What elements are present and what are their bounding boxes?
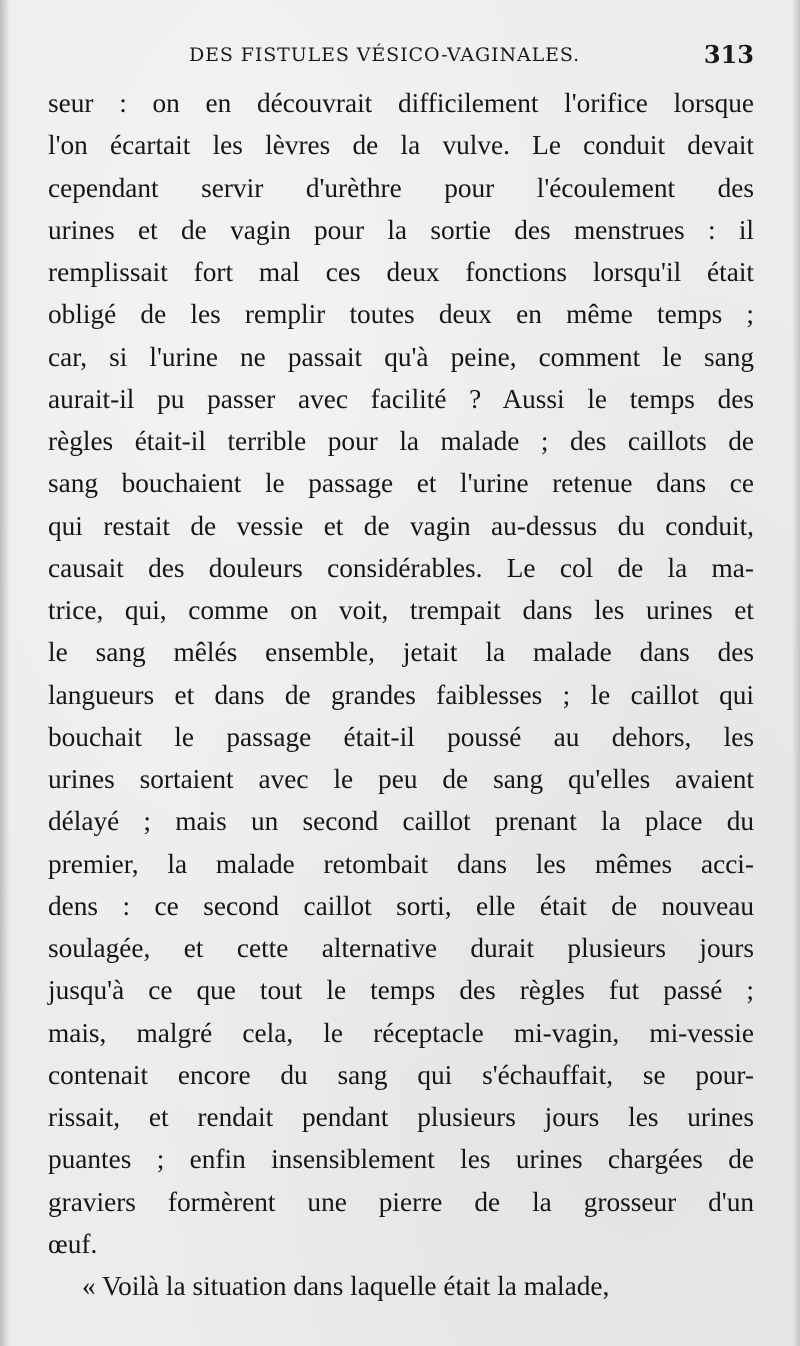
text-line: car, si l'urine ne passait qu'à peine, comment le sang (48, 341, 754, 372)
text-line: le sang mêlés ensemble, jetait la malade dans des (48, 637, 754, 668)
text-line: urines sortaient avec le peu de sang qu'elles avaient (48, 764, 754, 794)
text-line: graviers formèrent une pierre de la grosseur d'un (48, 1186, 754, 1217)
paragraph (48, 1265, 754, 1307)
text-line: bouchait le passage était-il poussé au dehors, les (48, 721, 754, 752)
text-line: œuf. (48, 1228, 98, 1259)
text-line: aurait-il pu passer avec facilité ? Aussi le temps des (48, 383, 754, 414)
page-right-edge-shadow (792, 0, 800, 1346)
text-line: contenait encore du sang qui s'échauffait, se pour- (48, 1059, 754, 1090)
body-text (48, 82, 754, 1307)
text-line: règles était-il terrible pour la malade ; des caillots de (48, 426, 754, 456)
text-line: rissait, et rendait pendant plusieurs jours les urines (48, 1102, 754, 1132)
text-line: obligé de les remplir toutes deux en même temps ; (48, 299, 754, 330)
text-line: urines et de vagin pour la sortie des menstrues : il (48, 214, 754, 245)
text-line: cependant servir d'urèthre pour l'écoulement des (48, 172, 754, 203)
text-line: seur : on en découvrait difficilement l'orifice lorsque (48, 88, 754, 118)
page-number: 313 (703, 40, 754, 69)
page-left-edge-shadow (0, 0, 10, 1346)
running-head (48, 40, 754, 74)
text-line: qui restait de vessie et de vagin au-dessus du conduit, (48, 510, 754, 541)
text-line: dens : ce second caillot sorti, elle était de nouveau (48, 890, 754, 921)
text-line: puantes ; enfin insensiblement les urines chargées de (48, 1144, 754, 1175)
text-line: l'on écartait les lèvres de la vulve. Le conduit devait (48, 130, 754, 161)
text-line: remplissait fort mal ces deux fonctions lorsqu'il était (48, 257, 754, 287)
text-line: jusqu'à ce que tout le temps des règles fut passé ; (48, 975, 754, 1006)
text-line: premier, la malade retombait dans les mêmes acci- (48, 848, 754, 879)
text-line: trice, qui, comme on voit, trempait dans les urines et (48, 595, 754, 625)
running-title: DES FISTULES VÉSICO-VAGINALES. (189, 44, 581, 66)
text-line: langueurs et dans de grandes faiblesses ; le caillot qui (48, 679, 754, 710)
text-line: sang bouchaient le passage et l'urine retenue dans ce (48, 468, 754, 499)
paragraph (48, 82, 754, 1265)
text-line: causait des douleurs considérables. Le col de la ma- (48, 552, 754, 583)
text-line: mais, malgré cela, le réceptacle mi-vagin, mi-vessie (48, 1017, 754, 1048)
text-line: « Voilà la situation dans laquelle était la malade, (82, 1271, 610, 1301)
text-line: soulagée, et cette alternative durait plusieurs jours (48, 933, 754, 963)
text-line: délayé ; mais un second caillot prenant la place du (48, 806, 754, 837)
